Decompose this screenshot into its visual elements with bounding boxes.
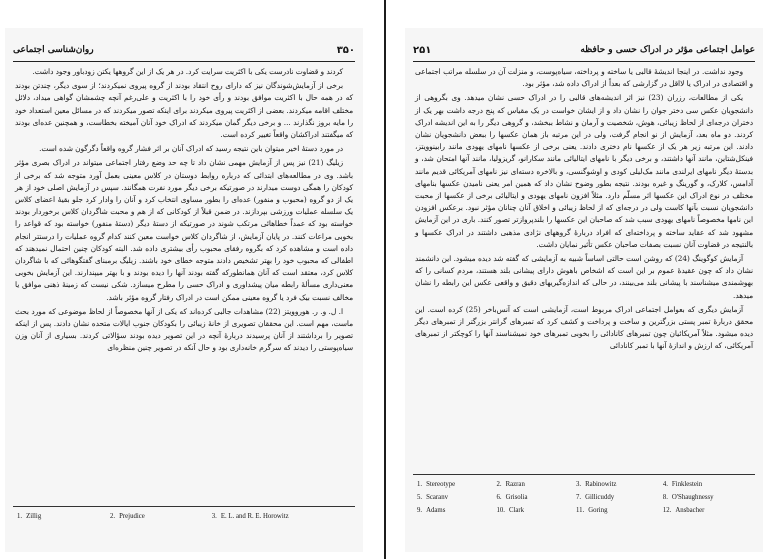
right-paragraph: یکی از مطالعات، رزران (23) نیز اثر اندیشه‌های قالبی را در ادراک حسی نشان میدهد. وی بگروهی از دانشجویان عکس سی دختر جوان را نشان داد و از ایشان خواست در یک مقیاس که پنج درجه داشت بهر یک از دختران درجه‌ای از لحاظ زیبائی، هوش، شخصیت و آرمان و نشاط ببخشد، و گروهی دیگر را به این اندیشه ادراک کردند. دو ماه بعد، آزمایش از نو انجام گرفت، ولی در این مرتبه باز همان عکسها را ببعض دانشجویان نشان دادند. این مرتبه زیر هر یک از عکسها نام دختری دادند. یعنی برخی از عکسها نامهای یهودی مانند رابینوویتز، فینکل‌شتاین، مانند آنها داشتند، و برخی دیگر با نامهای ایتالیائی مانند سکارانو، گریزولیا، مانند آنها امتحان شد، و بدستهٔ دیگر نامهای ایرلندی مانند مک‌لیلی کودی و اوشوگنسی، و بالاخره دسته‌ای نیز نامهای آمریکائی قدیم مانند آدامس، کلارک، و گورینگ و غیره بودند. نتیجه بطور وضوح نشان داد که همین امر یعنی نامیدن عکسها بنامهای مختلف در نوع ادراک این عکسها اثر مسلّم دارد. مثلاً افزون نامهای یهودی و ایتالیائی برخی از عکسها از محبت دانشجویان نسبت بآنها کاست ولی در درجه‌ای که از لحاظ زیبائی و اخلاق آنان چنانان مؤثر نبود. برعکس افزودن این نامها مخصوصاً نامهای یهودی سبب شد که صاحبان این عکسها را بلندپروازتر تصور کنند. باری در این آزمایش مشهود شد که عقاید ساخته و پرداخته‌ای که افراد دربارهٔ گروههای نژادی مذهبی داشتند در ادراک عکسها و بالنتیجه در قضاوت آنان نسبت بصفات صاحبان عکس تأثیر نمایان داشت. bbox=[415, 93, 753, 249]
right-header-rule bbox=[413, 61, 755, 62]
left-page-header bbox=[13, 42, 355, 58]
left-footnote-rule bbox=[13, 506, 355, 507]
footnote: 8. O'Shaughnessy bbox=[662, 494, 714, 501]
footnote: 3. Rabinowitz bbox=[575, 481, 617, 488]
footnote: 2. Razran bbox=[496, 481, 525, 488]
footnote: 2. Prejudice bbox=[110, 513, 145, 520]
right-running-title: عوامل اجتماعی مؤثر در ادراک حسی و حافظه bbox=[580, 45, 755, 55]
footnote: 7. Gillicuddy bbox=[575, 494, 615, 501]
left-running-title: روان‌شناسی اجتماعی bbox=[13, 45, 94, 55]
right-paragraph: آزمایش کوگوینگ (24) که روشن است حالتی اساساً شبیه به آزمایشی که گفته شد دیده میشود. این دانشمند نشان داد که چون عقیدهٔ عموم بر این است که اشخاص باهوش دارای پیشانی بلند هستند، مردم کسانی را که بهوشمندی میشناسند با پیشانی بلند می‌بینند، در حالی که اندازه‌گیریهای دقیق و واقعی عکس این رابطه را نشان میدهد. bbox=[415, 254, 753, 300]
page-gutter-divider bbox=[384, 0, 386, 559]
right-page-number: ۲۵۱ bbox=[413, 44, 432, 56]
left-paragraph: کردند و قضاوت نادرست یکی با اکثریت سرایت کرد. در هر یک از این گروهها یکتن زودباور وجود داشت. bbox=[32, 67, 343, 76]
footnote: 1. Stereotype bbox=[417, 481, 456, 488]
footnote: 3. E. L. and R. E. Horowitz bbox=[211, 513, 289, 520]
left-footnotes bbox=[17, 512, 351, 521]
footnote: 4. Finklestein bbox=[662, 481, 703, 488]
left-page bbox=[5, 28, 363, 552]
footnote: 9. Adams bbox=[417, 507, 446, 514]
left-page-number: ۳۵۰ bbox=[336, 44, 355, 56]
footnote: 6. Grisolia bbox=[496, 494, 528, 501]
left-page-body bbox=[15, 66, 353, 490]
footnote: 10. Clark bbox=[496, 507, 525, 514]
left-header-rule bbox=[13, 61, 355, 62]
left-paragraph: زیلیگ (21) نیز پس از آزمایش مهمی نشان داد تا چه حد وضع رفتار اجتماعی میتواند در ادراک بصری مؤثر باشد. وی در مطالعه‌های ابتدائی که درباره روابط دوستان در کلاس معینی بعمل آورد متوجه شد که برخی از کودکان را همگی دوست میدارند در صورتیکه برخی دیگر مورد نفرت همگانند. سپس در آزمایش اصلی خود از هر یک از دو گروه (محبوب و منفور) عده‌ای را بطور مساوی انتخاب کرد و آنان را وادار کرد جلو بقیهٔ اعضای کلاس یک سلسله عملیات ورزشی بپردازند. در ضمن قبلاً از کودکانی که از هم و محبت شاگردان کلاس برخوردار بودند خواسته بود که عمداً خطاهائی مرتکب شوند در صورتیکه از دستهٔ دیگر (دستهٔ منفور) خواسته بود که قواعد را بخوبی مراعات کنند. در پایان آزمایش، از شاگردان کلاس خواست معین کنند کدام گروه عملیات را درستتر انجام داده است و مشاهده کرد که بگروه رفقای محبوب رأی بیشتری داده شد. البته کودکان چنین احتمال نمیدهند که اطفالی که محبوب خود را بهتر تشخیص دادند متوجه خطای خود باشند. زیلیگ برمبنای گفتگوهائی که با شاگردان کلاس کرد، معتقد است که آنان همانطورکه گفته بودند آنها را دیده بودند و با بهتر میپندارند. این آزمایش بخوبی معنی‌داری مسألهٔ رابطه میان پیشداوری و ادراک حسی را مطرح میسازد. شکی نیست که زمینهٔ ذهنی موافق یا مخالف نسبت بیک فرد یا گروه معینی ممکن است در ادراک رفتار گروه مؤثر باشد. bbox=[15, 158, 353, 302]
footnote: 12. Ansbacher bbox=[662, 507, 705, 514]
right-footnote-rule bbox=[413, 474, 755, 475]
left-paragraph: ا. ل. و. ر. هوروویتز (22) مشاهدات جالبی کرده‌اند که یکی از آنها مخصوصاً از لحاظ موضوعی که مورد بحث ماست، مهم است. این محققان تصویری از خانهٔ زیبائی را بکودکان جنوب ایالات متحده نشان دادند. پس از اینکه تصویر را برداشتند از آنان پرسیدند دربارهٔ آنچه در این تصویر دیده بودند سؤالاتی کردند. بسیاری از آنان وزن سیاه‌پوستی را دیدند که سرگرم خانه‌داری بود و حال آنکه در تصویر چنین منظره‌ای bbox=[15, 306, 353, 353]
right-footnotes bbox=[417, 480, 751, 515]
right-page-header bbox=[413, 42, 755, 58]
footnote: 1. Zillig bbox=[17, 513, 42, 520]
right-page bbox=[405, 28, 763, 552]
footnote: 11. Goring bbox=[575, 507, 608, 514]
right-paragraph: آزمایش دیگری که بعوامل اجتماعی ادراک مربوط است، آزمایشی است که آنس‌باخر (25) کرده است. این محقق دربارهٔ تمبر پستی بزرگترین و ساخت و پرداخت و کشف کرد که تمبرهای گرانتر بزرگتر از تمبرهای دیگر دیده میشود. مثلاً آمریکائیان چون تمبرهای کانادائی را بخوبی تمبرهای خود نمیشناسند آنها را کوچکتر از تمبرهای آمریکائی، که ارزش و اندازهٔ آنها با تمبر کانادائی bbox=[415, 304, 753, 351]
right-paragraph: وجود نداشت. در اینجا اندیشهٔ قالبی یا ساخته و پرداخته، سیاه‌پوست، و منزلت آن در سلسله مراتب اجتماعی و اقتصادی در ادراک یا لااقل در گزارشی که بعداً از ادراک داده شد، مؤثر بود. bbox=[415, 67, 753, 89]
footnote: 5. Scaranv bbox=[417, 494, 449, 501]
right-page-body bbox=[415, 66, 753, 466]
left-paragraph: برخی از آزمایش‌شوندگان نیز که دارای روح انتقاد بودند از گروه پیروی نمیکردند؛ از سوی دیگر، چندتن بودند که در همه حال با اکثریت موافق بودند و رأی خود را با اکثریت و علی‌رغم آنچه چشمشان گواهی میداد، دلائل مختلف اقامه میکردند. بعضی از اکثریت پیروی میکردند برای اینکه تصور میکردند که در مسائل معین استعداد خود را مایه بروز نگذارند ... و برخی دیگر گمان میکردند که ادراک خود آنان آمیخته بخطاست، و همچنین عده‌ای بودند که میگفتند ادراکشان واقعاً تغییر کرده است. bbox=[15, 81, 353, 140]
left-paragraph: در مورد دستهٔ اخیر میتوان باین نتیجه رسید که ادراک آنان بر اثر فشار گروه واقعاً دگرگون شده است. bbox=[39, 144, 343, 154]
